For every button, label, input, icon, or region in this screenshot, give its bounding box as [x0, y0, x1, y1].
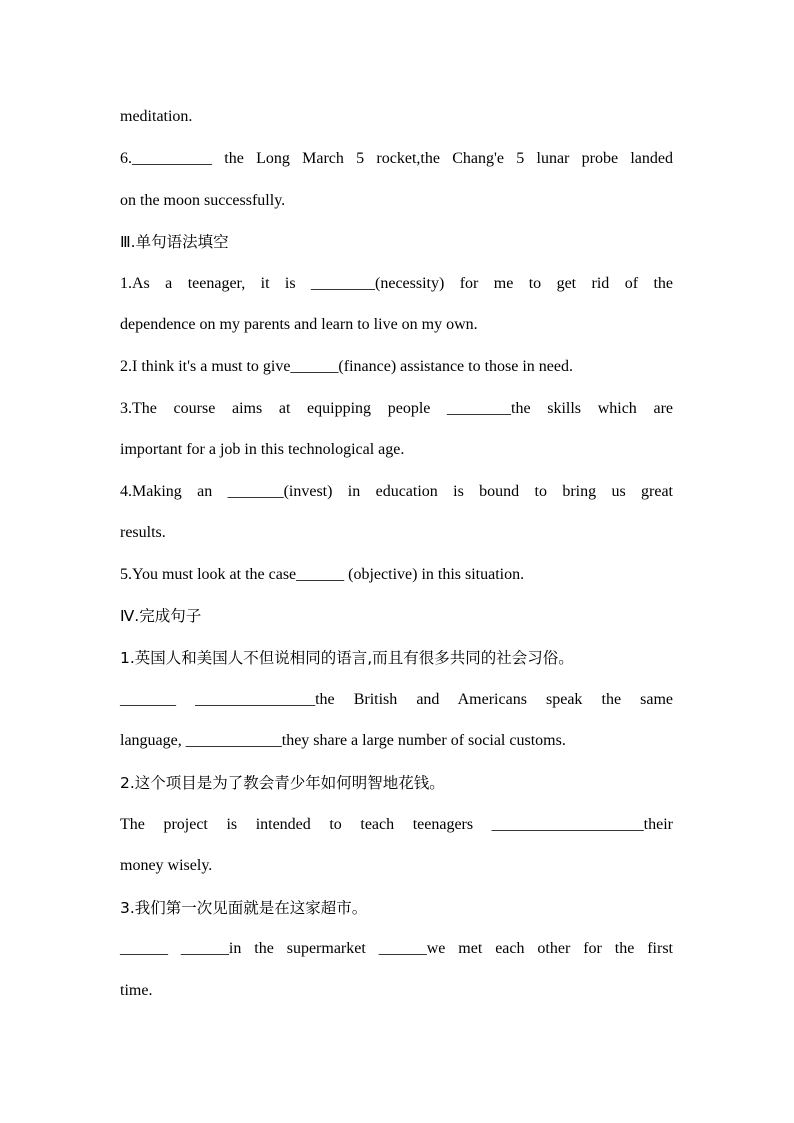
section-heading-grammar-fill: Ⅲ.单句语法填空 — [120, 233, 229, 251]
sentence-1-line-1: _______ _______________the British and Americans speak the same — [120, 691, 673, 708]
sentence-3-prompt: 3.我们第一次见面就是在这家超市。 — [120, 899, 368, 917]
sentence-1-prompt: 1.英国人和美国人不但说相同的语言,而且有很多共同的社会习俗。 — [120, 649, 574, 667]
grammar-question-1-line-1: 1.As a teenager, it is ________(necessity) for me to get rid of the — [120, 275, 673, 292]
sentence-2-line-1: The project is intended to teach teenagers ___________________their — [120, 816, 673, 833]
grammar-question-5: 5.You must look at the case______ (objective) in this situation. — [120, 566, 525, 583]
grammar-question-3-line-2: important for a job in this technological age. — [120, 441, 405, 458]
sentence-3-line-2: time. — [120, 982, 153, 999]
question-6-line-2: on the moon successfully. — [120, 192, 286, 209]
grammar-question-1-line-2: dependence on my parents and learn to live on my own. — [120, 316, 478, 333]
question-6-line-1: 6.__________ the Long March 5 rocket,the Chang'e 5 lunar probe landed — [120, 150, 673, 167]
text-line-meditation: meditation. — [120, 108, 193, 125]
section-heading-complete-sentences: Ⅳ.完成句子 — [120, 607, 202, 625]
grammar-question-4-line-2: results. — [120, 524, 166, 541]
sentence-3-line-1: ______ ______in the supermarket ______we met each other for the first — [120, 940, 673, 957]
grammar-question-2: 2.I think it's a must to give______(finance) assistance to those in need. — [120, 358, 574, 375]
grammar-question-3-line-1: 3.The course aims at equipping people ________the skills which are — [120, 400, 673, 417]
grammar-question-4-line-1: 4.Making an _______(invest) in education is bound to bring us great — [120, 483, 673, 500]
sentence-1-line-2: language, ____________they share a large number of social customs. — [120, 732, 566, 749]
sentence-2-line-2: money wisely. — [120, 857, 213, 874]
sentence-2-prompt: 2.这个项目是为了教会青少年如何明智地花钱。 — [120, 774, 445, 792]
